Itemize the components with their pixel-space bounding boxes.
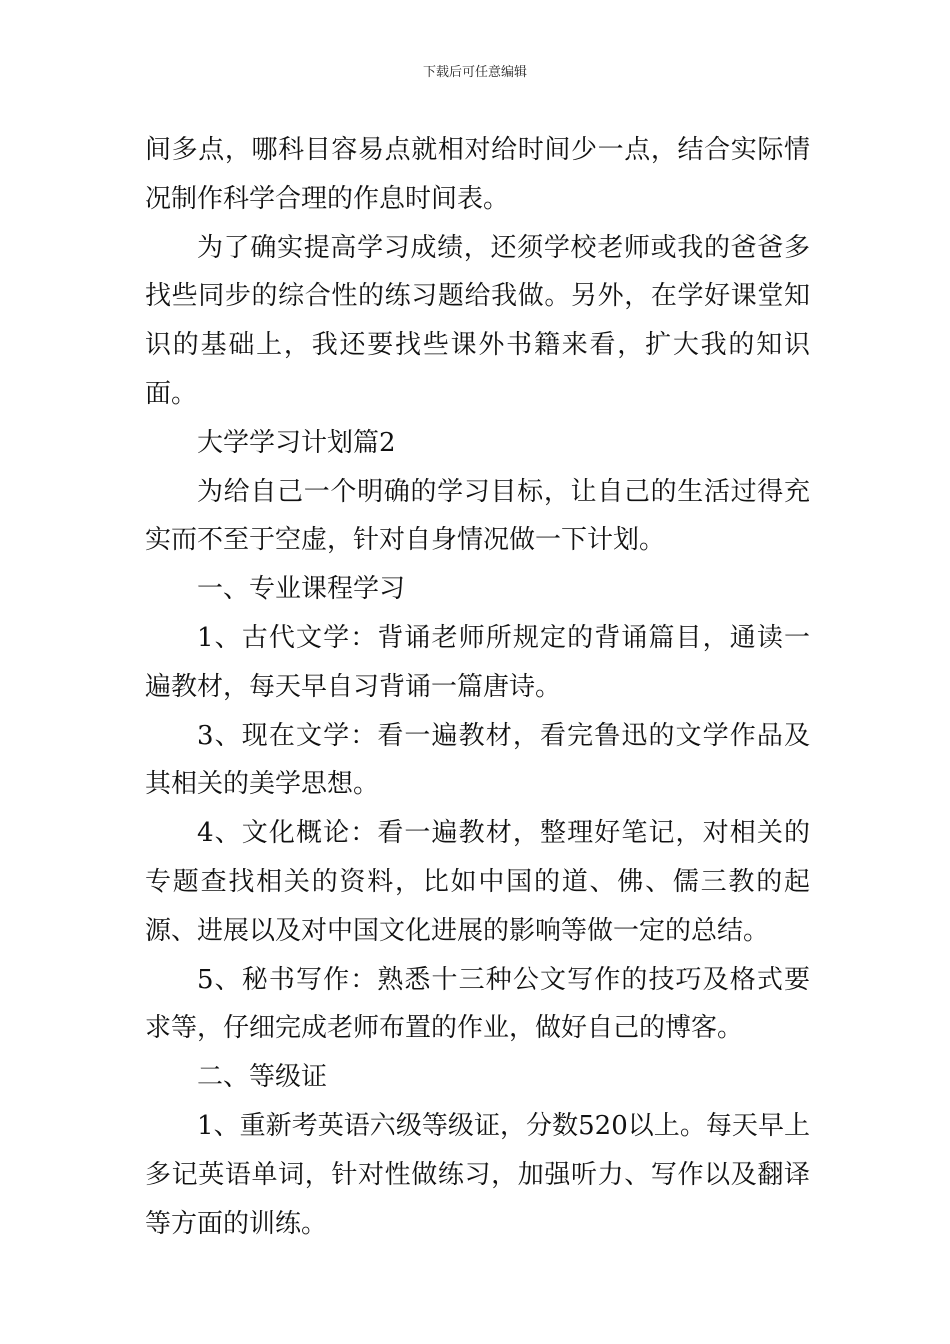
paragraph: 为了确实提高学习成绩，还须学校老师或我的爸爸多找些同步的综合性的练习题给我做。另外，在学好课堂知识的基础上，我还要找些课外书籍来看，扩大我的知识面。 xyxy=(145,232,810,409)
list-item: 3、现在文学：看一遍教材，看完鲁迅的文学作品及其相关的美学思想。 xyxy=(145,720,810,800)
document-body xyxy=(145,126,810,1248)
page-header: 下载后可任意编辑 xyxy=(422,65,527,80)
list-item: 5、秘书写作：熟悉十三种公文写作的技巧及格式要求等，仔细完成老师布置的作业，做好自己的博客。 xyxy=(145,964,810,1044)
paragraph-continued: 间多点，哪科目容易点就相对给时间少一点，结合实际情况制作科学合理的作息时间表。 xyxy=(145,135,810,214)
list-item: 1、古代文学：背诵老师所规定的背诵篇目，通读一遍教材，每天早自习背诵一篇唐诗。 xyxy=(145,622,810,702)
section-heading: 二、等级证 xyxy=(197,1062,328,1093)
paragraph: 为给自己一个明确的学习目标，让自己的生活过得充实而不至于空虚，针对自身情况做一下计划。 xyxy=(145,476,810,556)
section-heading: 一、专业课程学习 xyxy=(197,574,406,605)
section-title: 大学学习计划篇2 xyxy=(197,427,396,458)
list-item: 4、文化概论：看一遍教材，整理好笔记，对相关的专题查找相关的资料，比如中国的道、佛、儒三教的起源、进展以及对中国文化进展的影响等做一定的总结。 xyxy=(145,818,810,946)
list-item: 1、重新考英语六级等级证，分数520以上。每天早上多记英语单词，针对性做练习，加强听力、写作以及翻译等方面的训练。 xyxy=(145,1110,810,1239)
